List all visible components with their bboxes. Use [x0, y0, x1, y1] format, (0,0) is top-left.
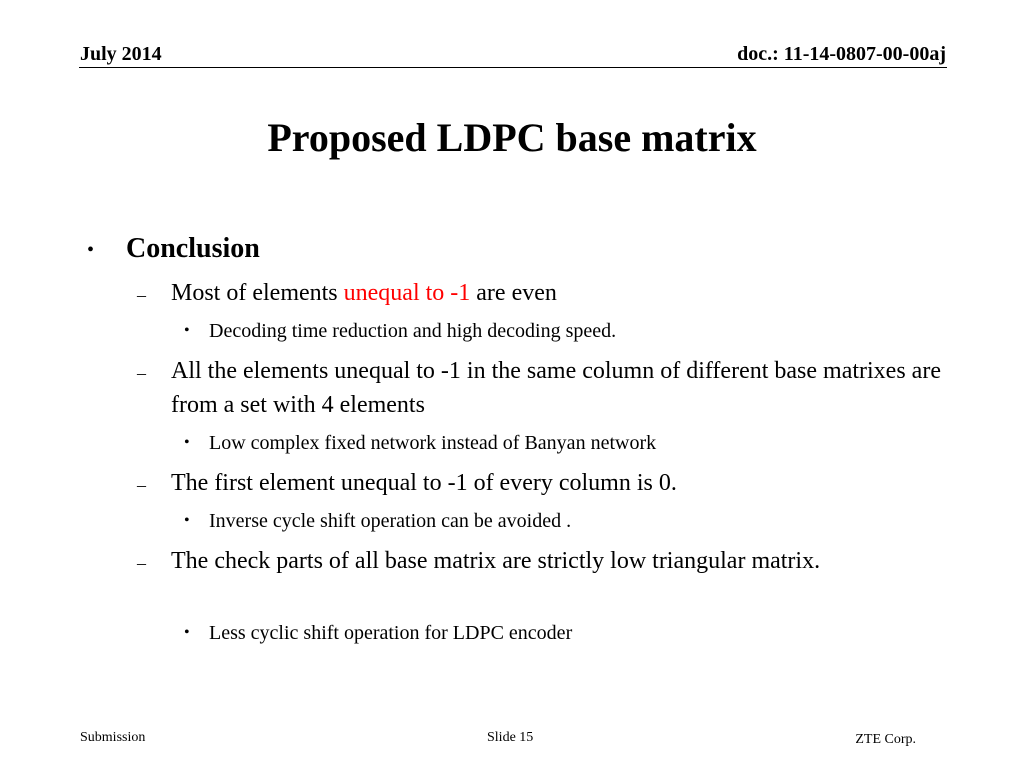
dash-icon: –: [137, 285, 146, 305]
list-item: All the elements unequal to -1 in the same column of different base matrixes are from a set with 4 elements: [171, 358, 941, 418]
slide-title: Proposed LDPC base matrix: [267, 115, 757, 160]
item-highlight: unequal to -1: [343, 280, 471, 306]
dash-icon: –: [137, 553, 146, 573]
item-text: are even: [470, 280, 557, 306]
item-text: Most of elements: [171, 280, 344, 306]
conclusion-heading: Conclusion: [126, 233, 260, 264]
header-date: July 2014: [80, 43, 162, 65]
sub-list-item: Inverse cycle shift operation can be avoided .: [209, 510, 572, 532]
footer-submission: Submission: [80, 730, 146, 745]
sub-list-item: Low complex fixed network instead of Banyan network: [209, 432, 657, 454]
footer-slide-number: Slide 15: [487, 730, 534, 745]
list-item: The check parts of all base matrix are strictly low triangular matrix.: [171, 548, 821, 574]
bullet-icon: •: [184, 322, 190, 339]
bullet-icon: •: [87, 239, 95, 261]
header-doc-id: doc.: 11-14-0807-00-00aj: [737, 43, 946, 65]
header-divider: [79, 67, 947, 68]
footer-company: ZTE Corp.: [855, 732, 916, 747]
sub-list-item: Less cyclic shift operation for LDPC encoder: [209, 622, 573, 644]
bullet-icon: •: [184, 512, 190, 529]
sub-list-item: Decoding time reduction and high decoding speed.: [209, 320, 617, 342]
dash-icon: –: [137, 475, 146, 495]
list-item: [171, 276, 946, 310]
bullet-icon: •: [184, 624, 190, 641]
list-item: The first element unequal to -1 of every column is 0.: [171, 470, 677, 496]
bullet-icon: •: [184, 434, 190, 451]
dash-icon: –: [137, 363, 146, 383]
